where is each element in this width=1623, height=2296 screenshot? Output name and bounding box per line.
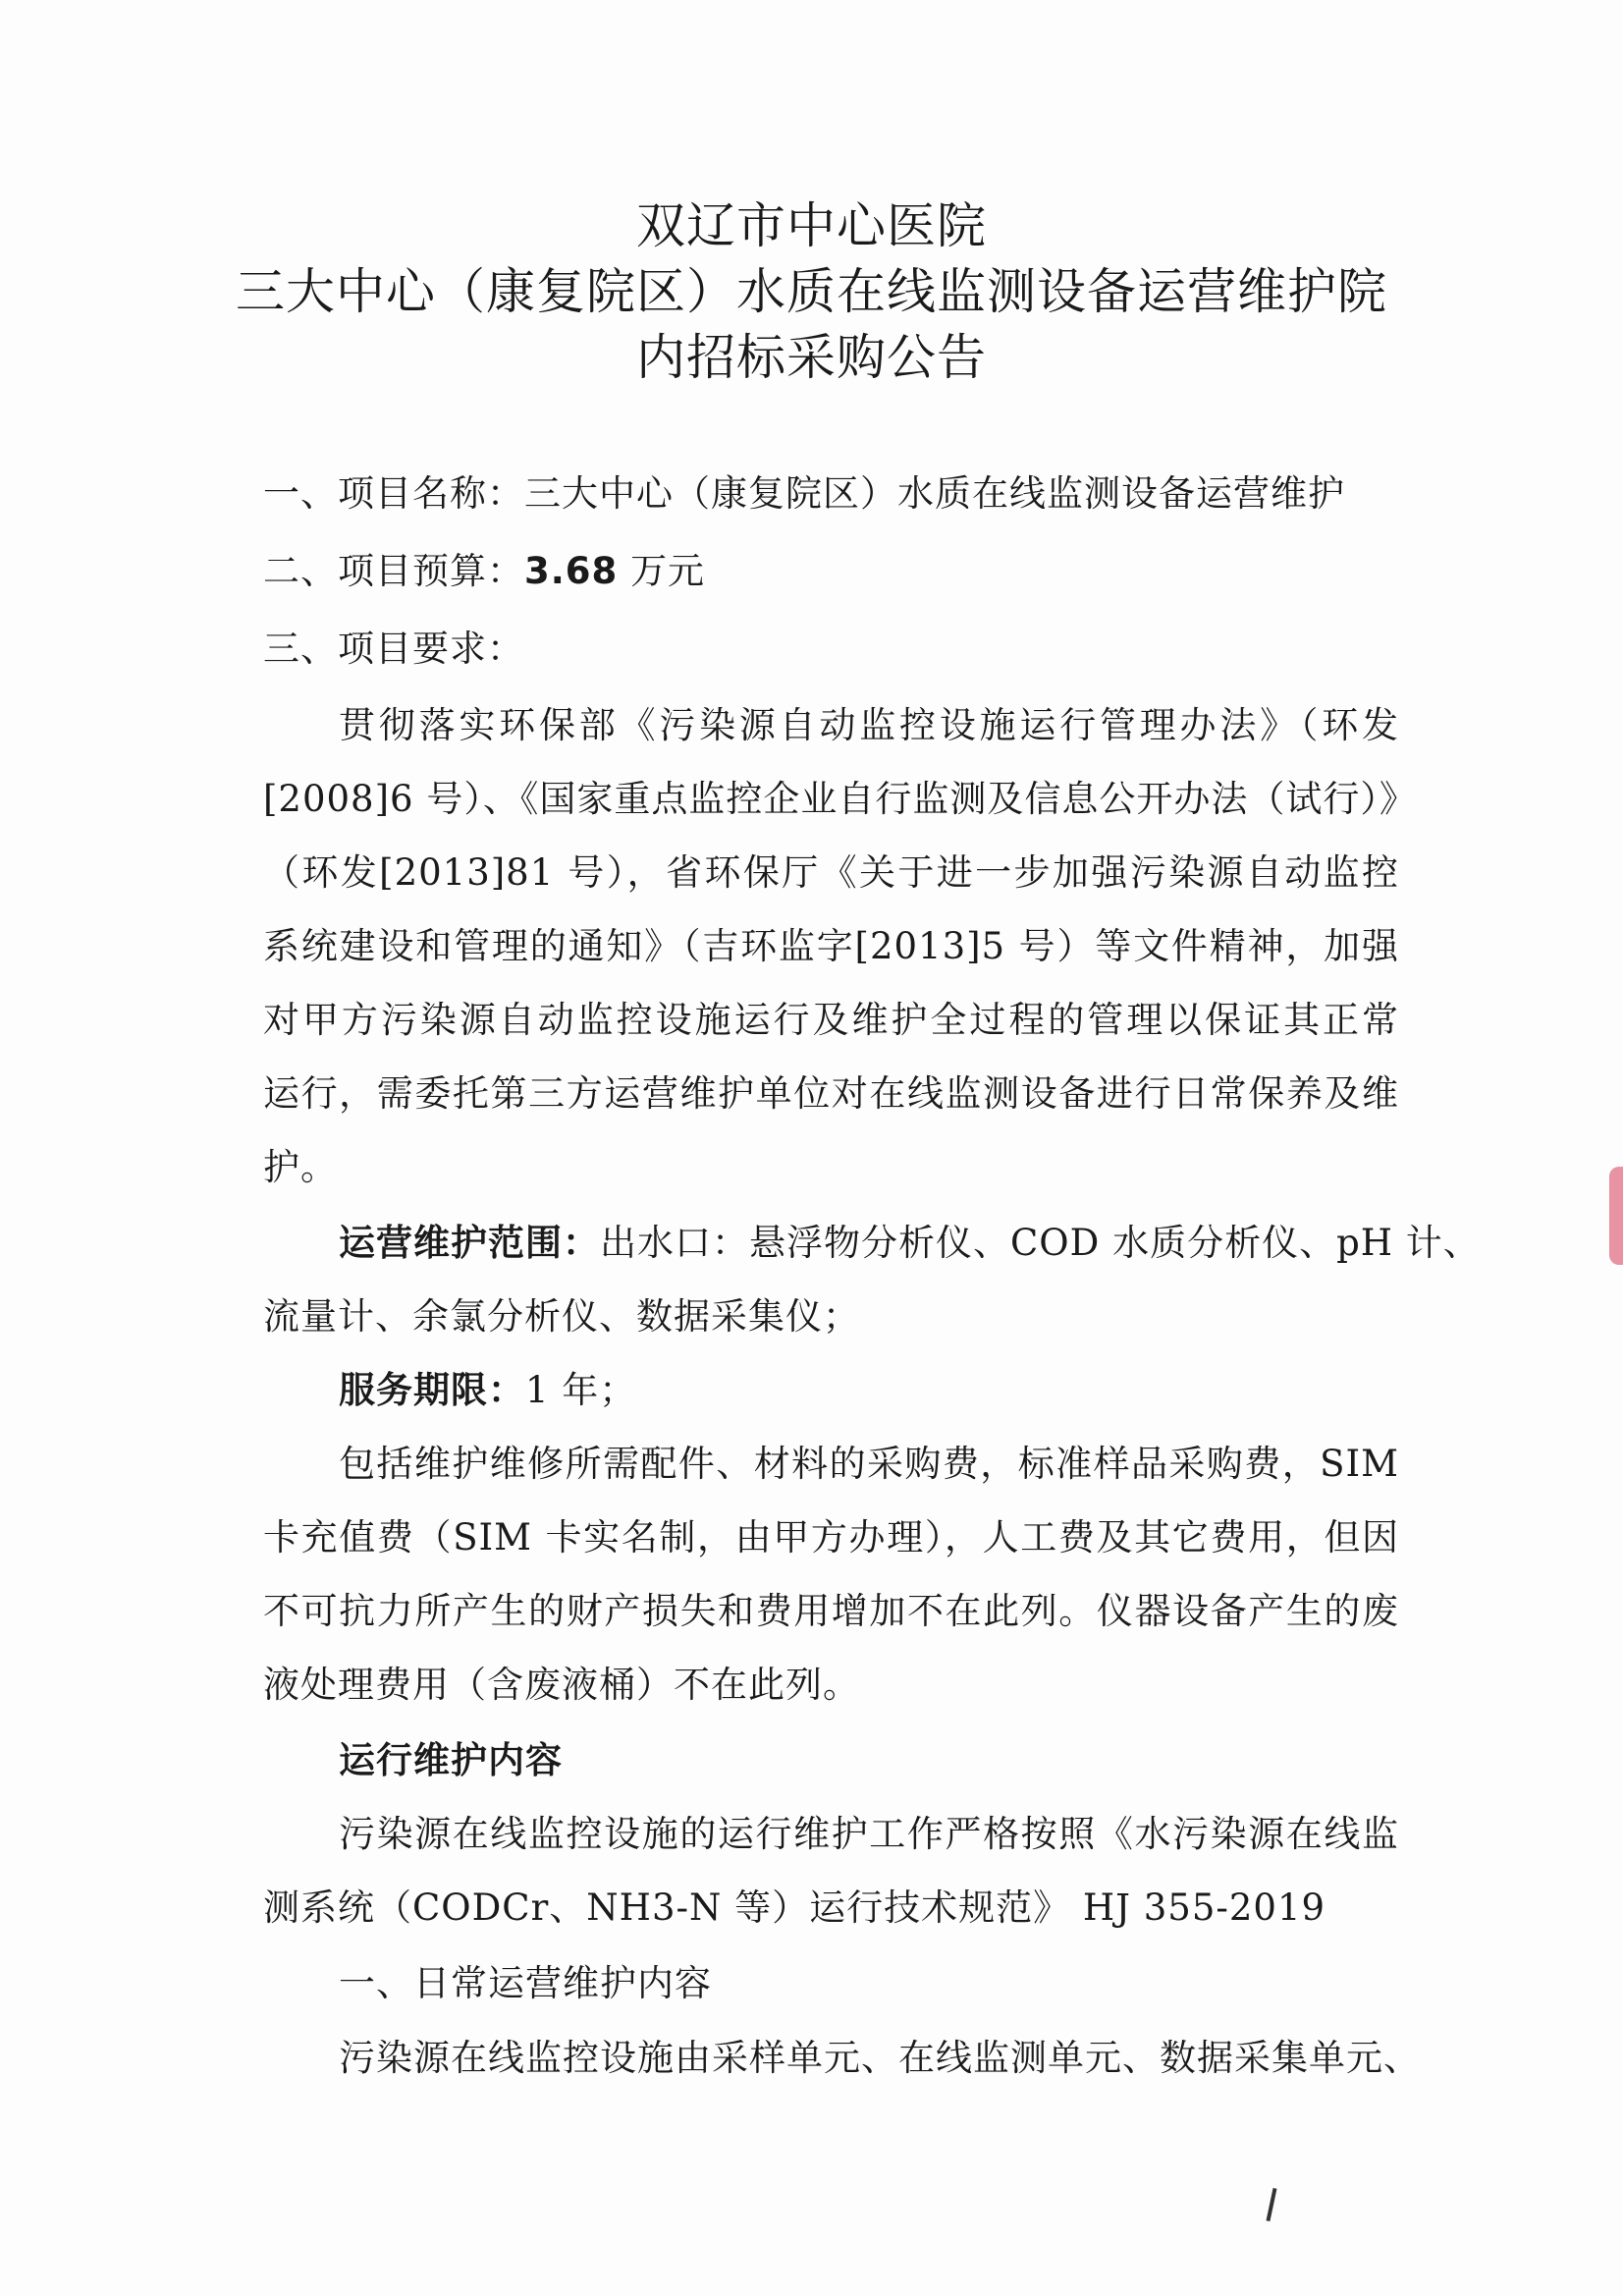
scope-label: 运营维护范围：: [339, 1222, 600, 1264]
pen-mark: [1267, 2188, 1277, 2221]
paragraph-line: 系统建设和管理的通知》（吉环监字[2013]5 号）等文件精神，加强: [263, 925, 1399, 967]
requirements-label: 三、项目要求：: [263, 628, 524, 670]
paragraph-line: 测系统（CODCr、NH3-N 等）运行技术规范》 HJ 355-2019: [263, 1886, 1326, 1929]
paragraph-line: 污染源在线监控设施的运行维护工作严格按照《水污染源在线监: [339, 1813, 1399, 1855]
paragraph-line: 贯彻落实环保部《污染源自动监控设施运行管理办法》（环发: [339, 704, 1399, 746]
paragraph-line: 卡充值费（SIM 卡实名制，由甲方办理），人工费及其它费用，但因: [263, 1516, 1399, 1558]
daily-heading: 一、日常运营维护内容: [339, 1962, 712, 2004]
budget-unit: 万元: [630, 550, 706, 592]
scope-text: 出水口：悬浮物分析仪、COD 水质分析仪、pH 计、: [600, 1222, 1481, 1264]
service-period-label: 服务期限：: [339, 1369, 525, 1411]
paragraph-line: 对甲方污染源自动监控设施运行及维护全过程的管理以保证其正常: [263, 999, 1399, 1041]
paragraph-line: 运行，需委托第三方运营维护单位对在线监测设备进行日常保养及维: [263, 1072, 1399, 1115]
title-notice: 内招标采购公告: [636, 329, 987, 386]
paragraph-line: 污染源在线监控设施由采样单元、在线监测单元、数据采集单元、: [339, 2037, 1421, 2079]
project-name-label: 一、项目名称：: [263, 472, 524, 515]
budget-label: 二、项目预算：: [263, 550, 524, 592]
service-period-line: [339, 1369, 637, 1411]
budget-amount: 3.68: [524, 550, 619, 592]
paragraph-line: 液处理费用（含废液桶）不在此列。: [263, 1664, 860, 1706]
project-name-line: [263, 472, 1345, 515]
maintenance-heading: 运行维护内容: [339, 1739, 563, 1781]
scope-line: [339, 1222, 1481, 1264]
project-name-value: 三大中心（康复院区）水质在线监测设备运营维护: [524, 472, 1345, 515]
budget-line: [263, 550, 706, 592]
paragraph-line: [2008]6 号）、《国家重点监控企业自行监测及信息公开办法（试行）》: [263, 778, 1417, 820]
paragraph-line: （环发[2013]81 号），省环保厅《关于进一步加强污染源自动监控: [263, 851, 1399, 894]
paragraph-line: 包括维护维修所需配件、材料的采购费，标准样品采购费，SIM: [339, 1443, 1399, 1485]
service-period-value: 1 年；: [525, 1369, 637, 1411]
scope-line-continued: 流量计、余氯分析仪、数据采集仪；: [263, 1295, 860, 1338]
paragraph-line: 不可抗力所产生的财产损失和费用增加不在此列。仪器设备产生的废: [263, 1590, 1399, 1632]
title-project: 三大中心（康复院区）水质在线监测设备运营维护院: [236, 263, 1387, 320]
title-hospital: 双辽市中心医院: [636, 197, 987, 254]
seal-edge-mark: [1609, 1167, 1623, 1265]
paragraph-line: 护。: [263, 1146, 338, 1188]
